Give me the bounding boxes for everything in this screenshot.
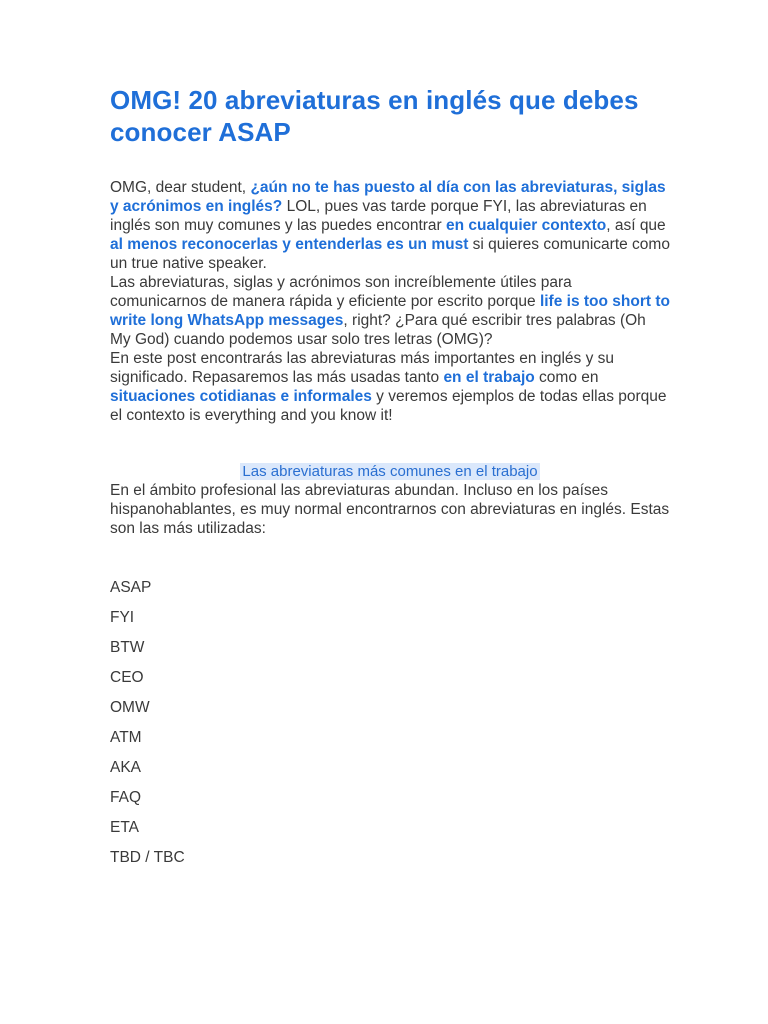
intro-paragraph [110, 349, 670, 425]
intro-paragraph [110, 273, 670, 349]
highlighted-text: life is too short to write long WhatsApp messages [110, 293, 670, 329]
body-text: En este post encontrarás las abreviaturas más importantes en inglés y su significado. Repasaremos las más usadas tanto [110, 350, 615, 386]
body-text: Las abreviaturas, siglas y acrónimos son increíblemente útiles para comunicarnos de manera rápida y eficiente por escrito porque [110, 274, 572, 310]
article-title: OMG! 20 abreviaturas en inglés que debes conocer ASAP [110, 85, 639, 147]
highlighted-text: ¿aún no te has puesto al día con las abreviaturas, siglas y acrónimos en inglés? [110, 179, 666, 215]
highlighted-text: al menos reconocerlas y entenderlas es un must [110, 236, 469, 253]
list-item: ETA [110, 819, 139, 836]
article [110, 84, 670, 878]
list-item: ATM [110, 729, 142, 746]
intro-paragraph [110, 178, 670, 273]
body-text: , right? ¿Para qué escribir tres palabras (Oh My God) cuando podemos usar solo tres letras (OMG)? [110, 312, 646, 348]
body-text: , así que [606, 217, 666, 234]
list-item: CEO [110, 669, 144, 686]
section-heading-text: Las abreviaturas más comunes en el trabajo [242, 463, 538, 480]
list-item: FYI [110, 609, 135, 626]
list-item: ASAP [110, 579, 152, 596]
body-text: y veremos ejemplos de todas ellas porque el contexto is everything and you know it! [110, 388, 667, 424]
body-text: si quieres comunicarte como un true native speaker. [110, 236, 670, 272]
list-item: BTW [110, 639, 145, 656]
body-text: OMG, dear student, [110, 179, 251, 196]
list-item: AKA [110, 759, 142, 776]
highlighted-text: en cualquier contexto [446, 217, 607, 234]
highlighted-text: en el trabajo [443, 369, 535, 386]
intro-text [110, 178, 670, 425]
body-text: como en [534, 369, 599, 386]
list-item: TBD / TBC [110, 849, 185, 866]
section-heading [110, 462, 670, 481]
list-item: FAQ [110, 789, 142, 806]
section-body: En el ámbito profesional las abreviaturas abundan. Incluso en los países hispanohablantes, es muy normal encontrarnos con abreviaturas en inglés. Estas son las más utilizadas: [110, 482, 670, 537]
abbreviation-list [110, 578, 670, 878]
list-item: OMW [110, 699, 150, 716]
highlighted-text: situaciones cotidianas e informales [110, 388, 372, 405]
body-text: LOL, pues vas tarde porque FYI, las abreviaturas en inglés son muy comunes y las puedes encontrar [110, 198, 647, 234]
